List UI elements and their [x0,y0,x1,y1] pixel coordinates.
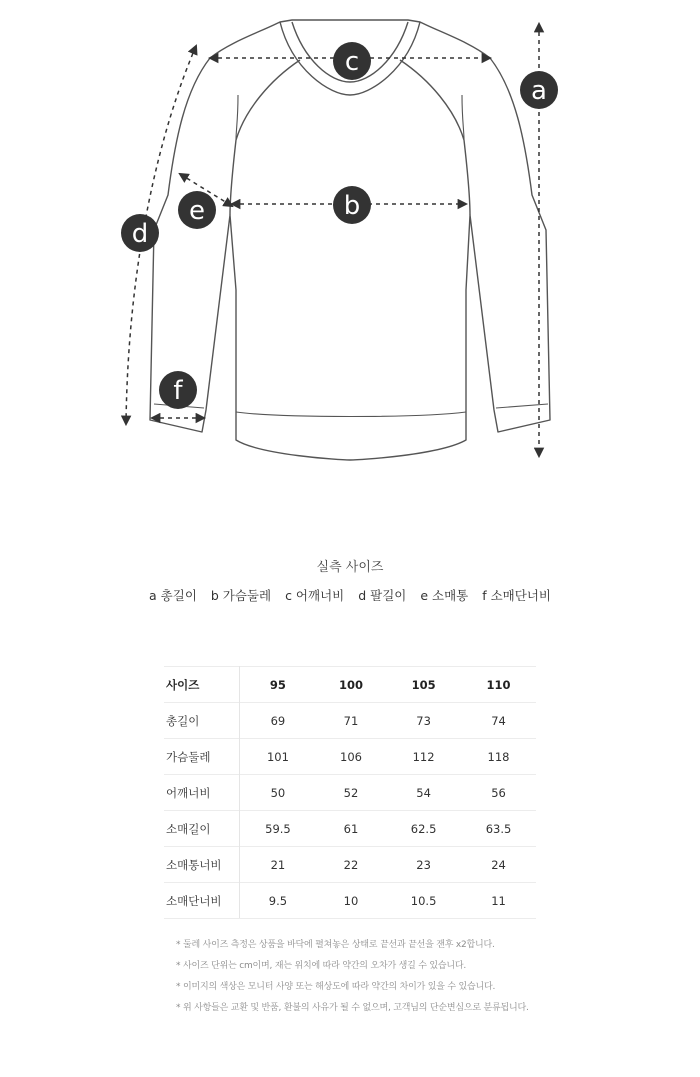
table-cell: 69 [240,703,316,739]
svg-text:a: a [531,76,547,106]
size-table [164,666,536,919]
table-cell: 54 [386,775,461,811]
table-cell: 22 [316,847,386,883]
row-label: 총길이 [164,703,240,739]
row-label: 소매단너비 [164,883,240,919]
legend-item-d: d 팔길이 [358,588,407,603]
table-cell: 61 [316,811,386,847]
header-cell: 105 [386,667,461,703]
table-cell: 11 [461,883,536,919]
marker-f [159,371,197,409]
section-title: 실측 사이즈 [316,560,384,575]
table-cell: 62.5 [386,811,461,847]
header-cell: 110 [461,667,536,703]
svg-text:d: d [131,219,149,249]
table-row [164,775,536,811]
table-row [164,703,536,739]
table-cell: 24 [461,847,536,883]
table-cell: 56 [461,775,536,811]
sweatshirt-size-diagram [0,0,700,480]
table-cell: 52 [316,775,386,811]
legend-item-b: b 가슴둘레 [210,588,272,603]
table-cell: 73 [386,703,461,739]
row-label: 소매통너비 [164,847,240,883]
svg-text:f: f [173,376,183,406]
row-label: 어깨너비 [164,775,240,811]
marker-e [178,191,216,229]
note-item: * 둘레 사이즈 측정은 상품을 바닥에 펼쳐놓은 상태로 끝선과 끝선을 잰후 x2합니다. [176,940,495,950]
table-cell: 10.5 [386,883,461,919]
table-cell: 59.5 [240,811,316,847]
header-cell: 사이즈 [164,667,240,703]
marker-a [520,71,558,109]
note-item: * 이미지의 색상은 모니터 사양 또는 해상도에 따라 약간의 차이가 있을 수 있습니다. [176,982,496,992]
note-item: * 위 사항들은 교환 및 반품, 환불의 사유가 될 수 없으며, 고객님의 단순변심으로 분류됩니다. [176,1003,529,1013]
table-cell: 112 [386,739,461,775]
table-cell: 106 [316,739,386,775]
svg-text:b: b [343,191,361,221]
table-cell: 101 [240,739,316,775]
marker-c [333,42,371,80]
row-label: 가슴둘레 [164,739,240,775]
table-cell: 118 [461,739,536,775]
legend-item-e: e 소매통 [420,588,469,603]
svg-text:c: c [344,47,360,77]
size-notes [176,937,676,1021]
table-row [164,739,536,775]
row-label: 소매길이 [164,811,240,847]
table-cell: 71 [316,703,386,739]
table-row [164,847,536,883]
table-cell: 74 [461,703,536,739]
table-cell: 63.5 [461,811,536,847]
legend-item-c: c 어깨너비 [285,588,345,603]
table-header-row [164,667,536,703]
header-cell: 100 [316,667,386,703]
legend-item-f: f 소매단너비 [482,588,551,603]
table-row [164,811,536,847]
table-cell: 9.5 [240,883,316,919]
table-cell: 21 [240,847,316,883]
table-cell: 10 [316,883,386,919]
legend-item-a: a 총길이 [149,588,197,603]
table-cell: 50 [240,775,316,811]
measurement-legend [0,586,700,604]
marker-b [333,186,371,224]
table-row [164,883,536,919]
marker-d [121,214,159,252]
header-cell: 95 [240,667,316,703]
svg-text:e: e [189,196,205,226]
note-item: * 사이즈 단위는 cm이며, 재는 위치에 따라 약간의 오차가 생길 수 있습니다. [176,961,467,971]
table-cell: 23 [386,847,461,883]
sweatshirt-outline [150,20,550,460]
